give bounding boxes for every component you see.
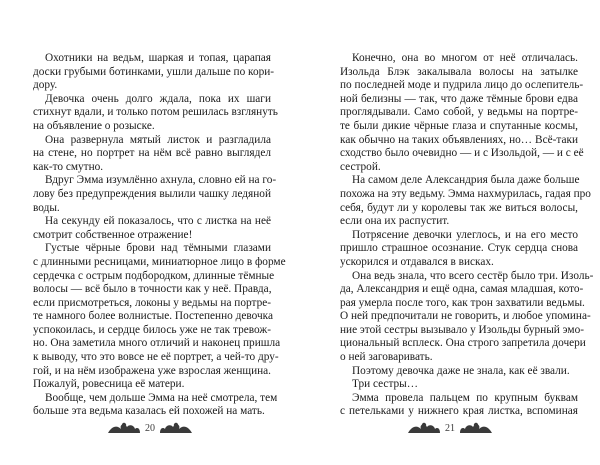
text-line: доски грубыми ботинками, ушли дальше по кори- (33, 65, 275, 78)
text-line: Конечно, она во многом от неё отличалась. (352, 52, 578, 64)
text-line: сердечка с острым подбородком, длинные тёмные (33, 269, 275, 282)
text-line: на стене, но портрет на нём всё равно выглядел (33, 147, 271, 160)
text-line: Охотники на ведьм, шаркая и топая, царапая (45, 52, 271, 64)
text-line: Густые чёрные брови над тёмными глазами (45, 242, 271, 255)
page-number: 21 (445, 422, 455, 434)
text-line: дору. (33, 79, 58, 92)
text-line: смотрит собственное отражение! (33, 228, 193, 241)
text-line: Поэтому девочка даже не знала, как её звали. (352, 364, 570, 377)
text-line: ной белизны — так, что даже тёмные брови едва (340, 92, 578, 105)
text-line: сходство было очевидно — и с Изольдой, — и с её (340, 147, 584, 160)
cherub-ornament-icon (407, 421, 441, 435)
text-line: О ней предпочитали не говорить, и любое упомина- (340, 310, 591, 323)
text-line: с длинными ресницами, миниатюрное лицо в форме (33, 255, 286, 268)
text-line: сестрой. (340, 160, 381, 173)
text-line: о ней заговаривать. (340, 351, 433, 364)
cherub-ornament-icon (459, 421, 493, 435)
text-line: ускорился и отдавался в висках. (340, 255, 494, 268)
text-line: если она их распустит. (340, 215, 450, 228)
right-page-text (340, 52, 594, 419)
text-line: похожа на эту ведьму. Эмма нахмурилась, гадая про (340, 187, 591, 200)
text-line: циональный всплеск. Она строго запретила дочери (340, 337, 586, 350)
text-line: но. Она заметила много отличий и наконец пришла (33, 337, 281, 350)
text-line: ние этой сестры вызывало у Изольды бурный эмо- (340, 323, 584, 336)
text-line: Изольда Блэк закалывала волосы на затылке (340, 65, 578, 78)
text-line: проглядывали. Само собой, у ведьмы на портре- (340, 106, 578, 119)
text-line: да, Александрия и ещё одна, самая младшая, кото- (340, 283, 584, 296)
left-page-footer (0, 421, 300, 435)
text-line: себя, будут ли у королевы так же виться волосы, (340, 201, 578, 214)
text-line: на объявление о розыске. (33, 119, 155, 132)
text-line: те были дикие чёрные глаза и спутанные космы, (340, 119, 578, 132)
right-page-footer (300, 421, 600, 435)
text-line: Девочка очень долго ждала, пока их шаги (45, 92, 271, 105)
text-line: Пожалуй, ровесница её матери. (33, 378, 185, 391)
text-line: Она развернула мятый листок и разгладила (45, 133, 271, 146)
cherub-ornament-icon (107, 421, 141, 435)
text-line: воды. (33, 201, 60, 214)
text-line: как обычно на таких объявлениях, но… Всё-таки (340, 133, 578, 146)
text-line: На самом деле Александрия была даже больше (352, 174, 580, 187)
left-page-text (33, 52, 286, 419)
text-line: успокоилась, и сердце билось уже не так тревож- (33, 323, 271, 336)
cherub-ornament-icon (159, 421, 193, 435)
text-line: Эмма провела пальцем по крупным буквам (352, 391, 578, 404)
text-line: рая умерла после того, как трон захватили ведьмы. (340, 296, 585, 309)
text-line: с петельками у нижнего края листка, вспоминая (340, 405, 578, 418)
right-page (300, 0, 600, 465)
text-line: к выводу, что это вовсе не её портрет, а чей-то дру- (33, 351, 279, 364)
text-line: как-то смутно. (33, 160, 104, 173)
text-line: Она ведь знала, что всего сестёр было три. Изоль- (352, 269, 594, 282)
text-line: На секунду ей показалось, что с листка на неё (45, 215, 271, 228)
text-line: пришло страшное осознание. Стук сердца снова (340, 242, 578, 255)
text-line: Потрясение девочки улеглось, и на его место (352, 228, 578, 241)
text-line: больше эта ведьма казалась ей похожей на мать. (33, 405, 265, 418)
text-line: Вдруг Эмма изумлённо ахнула, словно ей на го- (45, 174, 277, 187)
text-line: если присмотреться, локоны у ведьмы на портре- (33, 296, 271, 309)
text-line: стихнут вдали, и только потом решилась взглянуть (33, 106, 278, 119)
page-number: 20 (145, 422, 155, 434)
text-line: по последней моде и пудрила лицо до ослепитель- (340, 79, 584, 92)
text-line: лову без предупреждения вылили чашку ледяной (33, 187, 271, 200)
text-line: те намного более волнистые. Постепенно девочка (33, 310, 273, 323)
text-line: Вообще, чем дольше Эмма на неё смотрела, тем (45, 391, 278, 404)
text-line: Три сестры… (352, 378, 419, 391)
text-line: гой, и на нём изображена уже взрослая женщина. (33, 364, 271, 377)
text-line: волосы — всё было в точности как у неё. Правда, (33, 283, 272, 296)
